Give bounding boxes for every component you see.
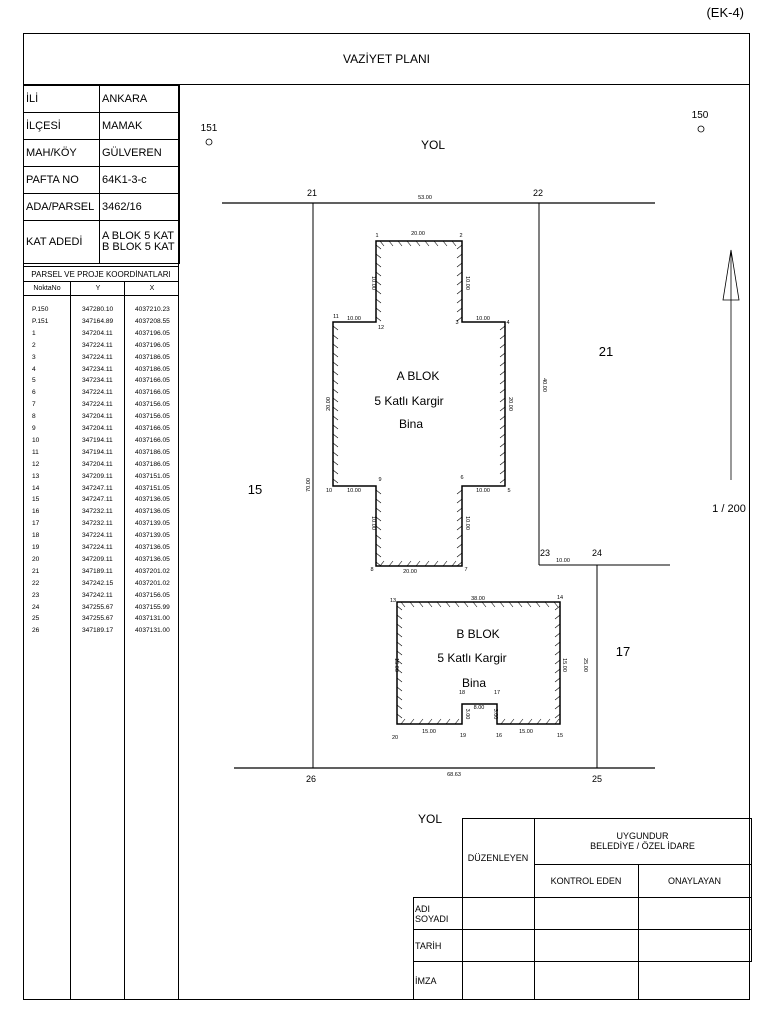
dimension-label: 20.00 <box>326 397 332 411</box>
coord-x: 4037151.05 <box>135 472 170 480</box>
coord-x: 4037196.05 <box>135 329 170 337</box>
uygundur-label: UYGUNDUR <box>616 831 669 842</box>
coord-x: 4037201.02 <box>135 579 170 587</box>
idare-label: BELEDİYE / ÖZEL İDARE <box>590 841 695 852</box>
coord-y: 347194.11 <box>82 448 113 456</box>
parcel-corner-label: 24 <box>591 548 603 558</box>
coords-col-y: Y <box>71 282 125 296</box>
coord-point-no: 3 <box>32 353 36 361</box>
coord-y: 347224.11 <box>82 401 113 409</box>
coord-point-no: 8 <box>32 413 36 421</box>
coord-x: 4037186.05 <box>135 448 170 456</box>
coord-x: 4037186.05 <box>135 365 170 373</box>
coords-col-x: X <box>125 282 179 296</box>
info-value: 3462/16 <box>100 194 180 221</box>
coord-y: 347204.11 <box>82 413 113 421</box>
dimension-label: 38.00 <box>471 596 485 602</box>
neighbour-parcel-label: 21 <box>598 344 614 359</box>
coord-y: 347247.11 <box>82 484 113 492</box>
coord-point-no: 10 <box>32 436 40 444</box>
info-label: KAT ADEDİ <box>24 221 100 264</box>
coord-point-no: 15 <box>32 496 40 504</box>
coord-y: 347232.11 <box>82 508 113 516</box>
coord-x: 4037136.05 <box>135 508 170 516</box>
coord-point-no: 26 <box>32 627 40 635</box>
coord-x: 4037166.05 <box>135 436 170 444</box>
block-a-corner-label: 2 <box>459 233 463 239</box>
block-b-title: B BLOK <box>456 627 500 641</box>
coord-x: 4037139.05 <box>135 520 170 528</box>
coord-y: 347204.11 <box>82 460 113 468</box>
coord-point-no: P.151 <box>32 317 49 325</box>
block-a-corner-label: 11 <box>333 314 339 320</box>
coord-point-no: 6 <box>32 389 36 397</box>
coord-y: 347224.11 <box>82 353 113 361</box>
dimension-label: 3.00 <box>464 708 470 720</box>
block-b-corner-label: 18 <box>458 690 466 696</box>
coord-y: 347247.11 <box>82 496 113 504</box>
uygundur-header <box>534 819 751 865</box>
coord-point-no: 11 <box>32 448 39 456</box>
dimension-label: 10.00 <box>370 276 376 290</box>
coord-y: 347280.10 <box>82 306 114 313</box>
coord-y: 347224.11 <box>82 389 113 397</box>
dimension-label: 20.00 <box>411 231 425 237</box>
duzenleyen-header: DÜZENLEYEN <box>462 819 534 898</box>
info-label: ADA/PARSEL <box>24 194 100 221</box>
dimension-label: 15.00 <box>561 658 567 672</box>
block-a-corner-label: 7 <box>464 567 468 573</box>
sig-corner <box>414 819 463 898</box>
coord-x: 4037131.00 <box>135 615 170 623</box>
sig-row-label: TARİH <box>414 930 463 962</box>
coord-x: 4037139.05 <box>135 532 170 540</box>
info-value: 64K1-3-c <box>100 167 180 194</box>
coord-point-no: 19 <box>32 544 40 551</box>
info-label: İLÇESİ <box>24 113 100 140</box>
coord-x: 4037210.23 <box>135 306 170 313</box>
coords-heading: PARSEL VE PROJE KOORDİNATLARI <box>23 266 179 282</box>
coord-x: 4037166.05 <box>135 389 170 397</box>
info-value: GÜLVEREN <box>100 140 180 167</box>
dimension-label: 15.00 <box>393 658 399 672</box>
sig-cell[interactable] <box>534 930 638 962</box>
coord-y: 347164.89 <box>82 317 114 325</box>
block-b-corner-label: 16 <box>495 733 503 739</box>
parcel-corner-label: 23 <box>539 548 551 558</box>
road-label-bottom: YOL <box>417 812 443 826</box>
block-b-desc: 5 Katlı Kargir <box>437 651 507 665</box>
coord-y: 347234.11 <box>82 377 113 385</box>
dimension-label: 20.00 <box>403 569 417 575</box>
dimension-label: 15.00 <box>422 729 436 735</box>
block-b-corner-label: 20 <box>391 735 399 741</box>
block-a-corner-label: 10 <box>325 488 333 494</box>
sig-row-label: ADI SOYADI <box>414 898 463 930</box>
coord-y: 347232.11 <box>82 520 113 528</box>
dimension-label: 25.00 <box>582 658 588 672</box>
dimension-label: 10.00 <box>464 516 470 530</box>
coord-y: 347242.15 <box>82 579 114 587</box>
coord-point-no: 25 <box>32 615 40 623</box>
dimension-label: 10.00 <box>556 558 570 564</box>
kontrol-header: KONTROL EDEN <box>534 864 638 897</box>
block-a-desc: Bina <box>398 417 424 431</box>
coord-point-no: 24 <box>32 603 40 611</box>
annex-label: (EK-4) <box>706 5 744 20</box>
coord-x: 4037136.05 <box>135 496 170 504</box>
coord-x: 4037166.05 <box>135 377 170 385</box>
dimension-label: 10.00 <box>476 316 490 322</box>
survey-point-label: 150 <box>691 110 709 121</box>
info-label: PAFTA NO <box>24 167 100 194</box>
dimension-label: 10.00 <box>347 488 361 494</box>
dimension-label: 53.00 <box>418 195 432 201</box>
coord-point-no: 17 <box>32 520 40 528</box>
block-a-desc: 5 Katlı Kargir <box>374 394 444 408</box>
block-b-desc: Bina <box>461 676 487 690</box>
dimension-label: 8.00 <box>473 705 485 711</box>
sig-cell[interactable] <box>638 930 751 962</box>
block-a-title: A BLOK <box>396 369 440 383</box>
sig-cell[interactable] <box>462 962 534 1000</box>
block-b-corner-label: 14 <box>556 595 564 601</box>
sig-cell[interactable] <box>534 898 638 930</box>
survey-point-label: 151 <box>200 123 218 134</box>
dimension-label: 40.00 <box>541 378 547 392</box>
page-title: VAZİYET PLANI <box>23 33 750 85</box>
road-label-top: YOL <box>420 138 446 152</box>
sig-cell[interactable] <box>462 898 534 930</box>
coord-point-no: 22 <box>32 579 40 587</box>
coord-x: 4037136.05 <box>135 544 170 551</box>
survey-point-marker <box>698 126 704 132</box>
sig-row-label: İMZA <box>414 962 463 1000</box>
coord-point-no: 14 <box>32 484 40 492</box>
coord-y: 347204.11 <box>82 425 113 432</box>
sig-cell[interactable] <box>638 898 751 930</box>
coord-point-no: 7 <box>32 401 36 409</box>
coord-x: 4037156.05 <box>135 591 170 599</box>
approval-table <box>413 818 752 999</box>
block-b-corner-label: 19 <box>459 733 467 739</box>
coord-y: 347189.17 <box>82 627 114 635</box>
dimension-label: 10.00 <box>464 276 470 290</box>
coord-y: 347255.67 <box>82 615 114 623</box>
dimension-label: 3.00 <box>492 708 498 720</box>
coord-point-no: 4 <box>32 365 36 373</box>
coord-point-no: 20 <box>32 555 40 563</box>
coord-y: 347242.11 <box>82 591 113 599</box>
coord-point-no: 16 <box>32 508 40 516</box>
block-b-corner-label: 17 <box>493 690 501 696</box>
dimension-label: 10.00 <box>476 488 490 494</box>
coord-y: 347204.11 <box>82 329 113 337</box>
survey-point-marker <box>206 139 212 145</box>
block-a-corner-label: 6 <box>460 475 464 481</box>
dimension-label: 20.00 <box>507 397 513 411</box>
block-a-corner-label: 8 <box>370 567 374 573</box>
coord-point-no: 1 <box>32 329 36 337</box>
block-a-corner-label: 1 <box>375 233 379 239</box>
coord-x: 4037208.55 <box>135 317 170 325</box>
coord-y: 347234.11 <box>82 365 113 373</box>
dimension-label: 70.00 <box>306 478 312 492</box>
coord-point-no: 2 <box>32 341 36 349</box>
coord-y: 347189.11 <box>82 567 113 575</box>
sig-cell[interactable] <box>462 930 534 962</box>
sig-cell[interactable] <box>534 962 638 1000</box>
dimension-label: 15.00 <box>519 729 533 735</box>
block-a-corner-label: 12 <box>377 325 385 331</box>
info-value: A BLOK 5 KAT <box>102 230 174 242</box>
neighbour-parcel-label: 17 <box>615 644 631 659</box>
block-a-corner-label: 3 <box>455 320 459 326</box>
parcel-corner-label: 26 <box>305 774 317 784</box>
north-arrow-icon <box>723 250 739 345</box>
dimension-label: 10.00 <box>347 316 361 322</box>
coord-y: 347224.11 <box>82 341 113 349</box>
coord-point-no: P.150 <box>32 306 49 313</box>
coord-point-no: 9 <box>32 425 36 432</box>
dimension-label: 68.63 <box>447 772 461 778</box>
info-value: B BLOK 5 KAT <box>102 241 175 253</box>
block-a-corner-label: 9 <box>378 477 382 483</box>
coord-y: 347224.11 <box>82 532 113 540</box>
block-b-corner-label: 13 <box>389 598 397 604</box>
coord-point-no: 13 <box>32 472 40 480</box>
parcel-corner-label: 22 <box>532 188 544 198</box>
coord-point-no: 18 <box>32 532 40 540</box>
info-label: İLİ <box>24 86 100 113</box>
coord-point-no: 12 <box>32 460 40 468</box>
coord-y: 347255.67 <box>82 603 114 611</box>
coord-x: 4037156.05 <box>135 413 170 421</box>
coord-x: 4037155.99 <box>135 603 170 611</box>
parcel-corner-label: 21 <box>306 188 318 198</box>
info-label: MAH/KÖY <box>24 140 100 167</box>
block-a-corner-label: 4 <box>506 320 510 326</box>
coord-x: 4037186.05 <box>135 460 170 468</box>
coords-col-nokta: NoktaNo <box>23 282 71 296</box>
block-a-corner-label: 5 <box>507 488 511 494</box>
dimension-label: 10.00 <box>370 516 376 530</box>
coord-y: 347194.11 <box>82 436 113 444</box>
coord-x: 4037186.05 <box>135 353 170 361</box>
onaylayan-header: ONAYLAYAN <box>638 864 751 897</box>
info-value: ANKARA <box>100 86 180 113</box>
neighbour-parcel-label: 15 <box>247 482 263 497</box>
coord-y: 347224.11 <box>82 544 113 551</box>
coord-point-no: 23 <box>32 591 40 599</box>
coord-x: 4037166.05 <box>135 425 170 432</box>
coord-x: 4037131.00 <box>135 627 170 635</box>
coord-y: 347209.11 <box>82 472 113 480</box>
info-value: MAMAK <box>100 113 180 140</box>
block-b-corner-label: 15 <box>556 733 564 739</box>
coord-x: 4037136.05 <box>135 555 170 563</box>
coord-x: 4037201.02 <box>135 567 170 575</box>
coord-x: 4037156.05 <box>135 401 170 409</box>
sig-cell[interactable] <box>638 962 751 1000</box>
coord-y: 347209.11 <box>82 555 113 563</box>
coord-point-no: 5 <box>32 377 36 385</box>
coord-x: 4037151.05 <box>135 484 170 492</box>
scale-label: 1 / 200 <box>712 503 746 515</box>
parcel-corner-label: 25 <box>591 774 603 784</box>
coord-x: 4037196.05 <box>135 341 170 349</box>
coord-point-no: 21 <box>32 567 40 575</box>
